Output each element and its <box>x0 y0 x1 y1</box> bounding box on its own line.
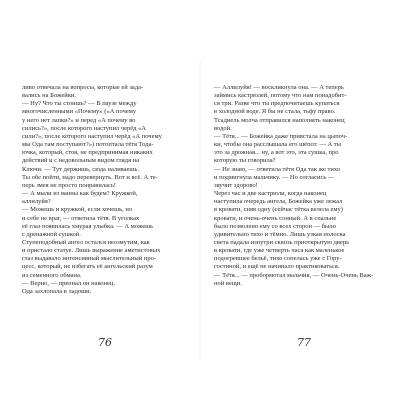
text-line: в кровати, где уже четверть часа как маленькое <box>214 247 345 255</box>
text-line: из семенного обмана. <box>22 271 82 279</box>
text-line: займись кастрюлей, потому что нам понадобит- <box>214 92 347 100</box>
text-line: — Не знаю, — ответила тётя Ода так же тихо <box>214 165 341 173</box>
text-line: и подмигнула мальчику. — Но согласись — <box>214 173 335 181</box>
text-line: это за дрожная... ну, а вот это, эта сушка, про <box>214 149 339 157</box>
right-page-text <box>214 84 382 288</box>
book-gutter <box>199 60 201 360</box>
text-line: у него нет лапки?» и перед «А почему во <box>22 116 136 124</box>
text-line: перь змея не просто понравилась! <box>22 181 116 189</box>
left-page-number: 76 <box>98 336 112 349</box>
text-line: и пристало статуе. Лишь выражение аметистовых <box>22 247 161 255</box>
text-line: — Верно, — признал он наконец. <box>22 279 116 287</box>
text-line: сили?», после которого наступил черёд «А почему <box>22 132 162 140</box>
text-line: ливо отвечала на вопросы, которые ей зада- <box>22 84 144 91</box>
text-line: Ключи. — Тут держишь, сюда наливаешь. <box>22 165 140 173</box>
text-line: ючка, который, стоя, не предпринимая никаких <box>22 149 153 157</box>
text-line: которую ты говорила? <box>214 157 276 165</box>
text-line: Через час и две кастрюли, когда наконец <box>214 190 327 198</box>
text-line: — Аллилуйя! — воскликнула она. — А теперь <box>214 84 344 91</box>
text-line: водой. <box>214 124 232 132</box>
text-line: света падала изнутри сквозь приоткрытую дверь <box>214 238 350 246</box>
text-line: многочисленными «Почему» («А почему <box>22 108 137 116</box>
text-line: — Тётя... — пробормотал мальчик, — Очень-Очень Важ- <box>214 271 374 279</box>
text-line: гостиной, и ещё не начинало практиковаться. <box>214 263 340 271</box>
text-line: сились?», после которого наступил черёд «А <box>22 124 146 132</box>
text-line: ки, чтобы она расслышала его шёпот. — А ты <box>214 141 341 149</box>
left-page-text <box>22 84 190 296</box>
text-line: и себе не враг, — ответила тётя. В уголках <box>22 214 140 222</box>
text-line: — А мыли из ванны как будем? Кружкой, <box>22 190 138 198</box>
text-line: ся три. Разве что ты предпочитаешь купаться <box>214 100 340 108</box>
text-line: вались на Божейки. <box>22 92 76 100</box>
text-line: — Ну? Что ты стоишь? — В паузе между <box>22 100 137 108</box>
text-line: в кровати, сняв одну (сейчас тётка велела ему) <box>214 206 343 214</box>
text-line: её глаз появилась хмурая улыбка. — А можешь <box>22 222 154 230</box>
text-line: ной вещи. <box>214 279 242 287</box>
text-line: Ода захлопала в ладоши. <box>22 287 92 295</box>
text-line: — Можешь и кружкой, если хочешь, но <box>22 206 133 214</box>
text-line: с дренажной сушкой. <box>22 230 81 238</box>
text-line: Ты обе пойти, надо перевернуть. Вот и всё. А те- <box>22 173 158 181</box>
text-line: подогревшее бельё, тихо сопелась уже с Гору- <box>214 255 342 263</box>
text-line: — Тётя... — Божейка даже привстала на цыпоч- <box>214 132 348 140</box>
text-line: кровати, и очень-очень сонный. А в спальне <box>214 214 337 222</box>
text-line: действий и с недовольным видом глядя на <box>22 157 140 165</box>
text-line: звучит здорово! <box>214 181 258 189</box>
text-line: аллилуйя? <box>22 198 51 206</box>
text-line: мы Ода там поступают?») потоптала тётя Тода- <box>22 141 154 149</box>
text-line: удивительно тихо и тёмно. Лишь узкая полоска <box>214 230 346 238</box>
text-line: цесс, который, не избегать её ангельский разум <box>22 263 153 271</box>
right-page-number: 77 <box>297 336 311 349</box>
text-line: в холодной воде. Я бы не стала, тьфу право. <box>214 108 336 116</box>
text-line: Ступеподобный ангел остался неозмутим, как <box>22 238 150 246</box>
text-line: глаз выдавало интенсивный мыслительный про- <box>22 255 156 263</box>
text-line: Тсадиель молча отправился наполнять наконец <box>214 116 345 124</box>
text-line: было позволено ему со всех сторон — было <box>214 222 336 230</box>
text-line: наступила очередь ангела, Божейка уже лежал <box>214 198 343 206</box>
